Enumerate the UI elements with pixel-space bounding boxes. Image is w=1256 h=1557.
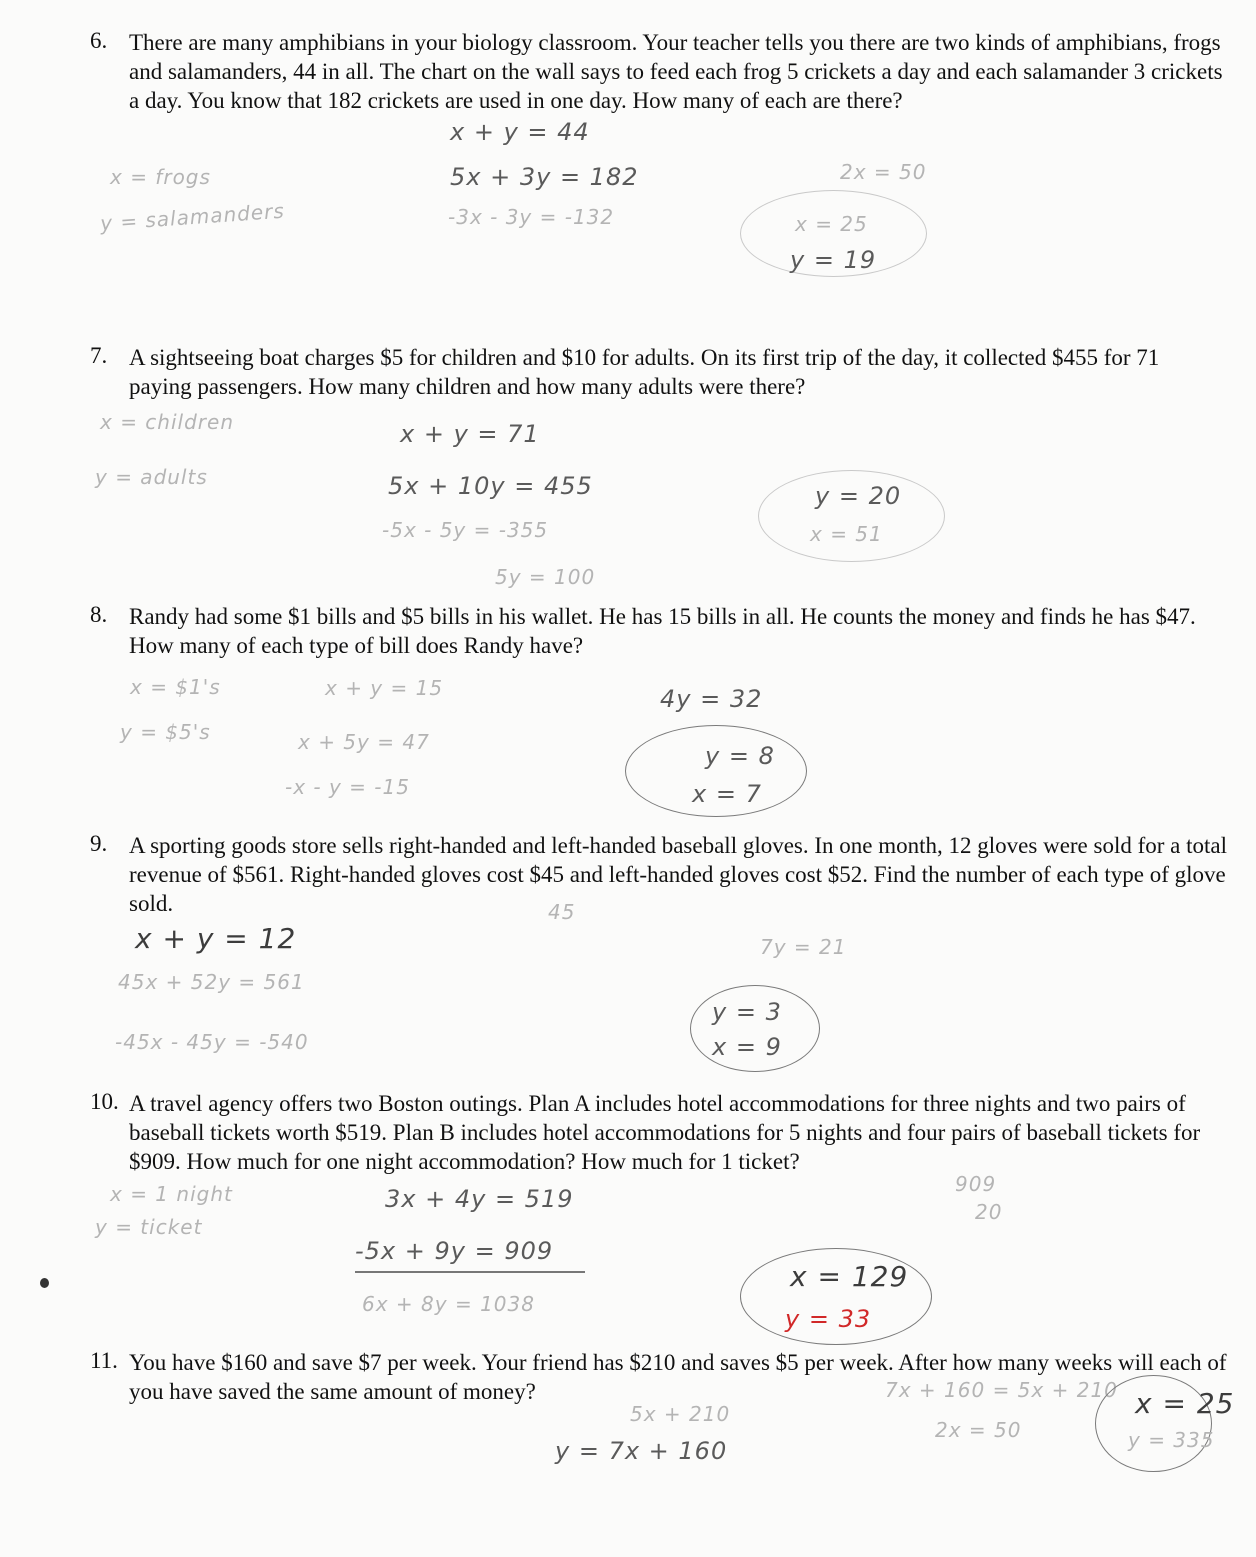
handwritten-work: y = $5's (120, 720, 211, 744)
problem-number: 8. (90, 602, 108, 627)
problem-7 (90, 343, 1230, 401)
handwritten-work: 3x + 4y = 519 (385, 1185, 574, 1213)
handwritten-work: 5x + 3y = 182 (450, 163, 639, 191)
handwritten-work: x = children (100, 410, 234, 434)
problem-text: A sporting goods store sells right-handed and left-handed baseball gloves. In one month, 12 gloves were sold for a total revenue of $561. Right-handed gloves cost $45 and left-handed gloves cost $52. Find the number of each type of glove sold. (129, 833, 1228, 916)
handwritten-work: -3x - 3y = -132 (448, 205, 615, 229)
handwritten-work: -5x + 9y = 909 (355, 1237, 554, 1265)
handwritten-work: 6x + 8y = 1038 (362, 1292, 535, 1316)
addition-line (355, 1271, 585, 1273)
handwritten-work: 5x + 10y = 455 (388, 472, 593, 500)
problem-number: 9. (90, 831, 108, 856)
handwritten-work: x = frogs (110, 165, 211, 189)
problem-number: 7. (90, 343, 108, 368)
problem-number: 11. (90, 1348, 118, 1373)
handwritten-work: x = $1's (130, 675, 221, 699)
handwritten-work: 5y = 100 (495, 565, 596, 589)
handwritten-work: x + y = 44 (450, 118, 590, 146)
handwritten-work: y = adults (95, 465, 208, 489)
handwritten-work: x + y = 15 (325, 676, 444, 700)
handwritten-work: y = ticket (95, 1215, 203, 1239)
handwritten-work: y = 33 (785, 1305, 872, 1333)
handwritten-work: 4y = 32 (660, 685, 763, 713)
handwritten-work: x = 25 (1135, 1387, 1235, 1420)
handwritten-work: 20 (975, 1200, 1003, 1224)
handwritten-work: y = 19 (790, 246, 877, 274)
problem-text: A sightseeing boat charges $5 for children and $10 for adults. On its first trip of the day, it collected $455 for 71 paying passengers. How many children and how many adults were there? (129, 345, 1160, 399)
handwritten-work: 2x = 50 (935, 1418, 1022, 1442)
problem-text: Randy had some $1 bills and $5 bills in his wallet. He has 15 bills in all. He counts the money and finds he has $47. How many of each type of bill does Randy have? (129, 604, 1196, 658)
handwritten-work: -45x - 45y = -540 (115, 1030, 309, 1054)
handwritten-work: y = 7x + 160 (555, 1437, 728, 1465)
handwritten-work: x = 9 (712, 1033, 782, 1061)
handwritten-work: y = 3 (712, 998, 782, 1026)
problem-text: There are many amphibians in your biology classroom. Your teacher tells you there are two kinds of amphibians, frogs and salamanders, 44 in all. The chart on the wall says to feed each frog 5 crickets a day and each salamander 3 crickets a day. You know that 182 crickets are used in one day. How many of each are there? (129, 30, 1223, 113)
handwritten-work: 5x + 210 (630, 1402, 731, 1426)
problem-text: You have $160 and save $7 per week. Your friend has $210 and saves $5 per week. After how many weeks will each of you have saved the same amount of money? (129, 1350, 1227, 1404)
handwritten-work: x = 51 (810, 522, 883, 546)
handwritten-work: 7x + 160 = 5x + 210 (885, 1378, 1118, 1402)
handwritten-work: x = 1 night (110, 1182, 233, 1206)
handwritten-work: x + y = 12 (135, 922, 297, 955)
problem-10 (90, 1089, 1230, 1176)
handwritten-work: 7y = 21 (760, 935, 847, 959)
handwritten-work: y = 335 (1128, 1428, 1215, 1452)
handwritten-work: 909 (955, 1172, 997, 1196)
handwritten-work: 45x + 52y = 561 (118, 970, 305, 994)
handwritten-work: x + y = 71 (400, 420, 540, 448)
handwritten-work: y = 8 (705, 742, 775, 770)
problem-8 (90, 602, 1230, 660)
handwritten-work: x = 7 (692, 780, 762, 808)
handwritten-work: x = 129 (790, 1260, 909, 1293)
handwritten-work: y = 20 (815, 482, 902, 510)
handwritten-work: -x - y = -15 (285, 775, 410, 799)
handwritten-work: 45 (548, 900, 576, 924)
problem-number: 10. (90, 1089, 119, 1114)
handwritten-work: x = 25 (795, 212, 868, 236)
problem-6 (90, 28, 1230, 115)
problem-number: 6. (90, 28, 108, 53)
handwritten-work: -5x - 5y = -355 (382, 518, 549, 542)
problem-9 (90, 831, 1230, 918)
handwritten-work: x + 5y = 47 (298, 730, 430, 754)
scan-speck (40, 1278, 49, 1288)
handwritten-work: y = salamanders (99, 198, 286, 236)
handwritten-work: 2x = 50 (840, 160, 927, 184)
problem-text: A travel agency offers two Boston outings. Plan A includes hotel accommodations for three nights and two pairs of baseball tickets worth $519. Plan B includes hotel accommodations for 5 nights and four pairs of baseball tickets for $909. How much for one night accommodation? How much for 1 ticket? (129, 1091, 1201, 1174)
